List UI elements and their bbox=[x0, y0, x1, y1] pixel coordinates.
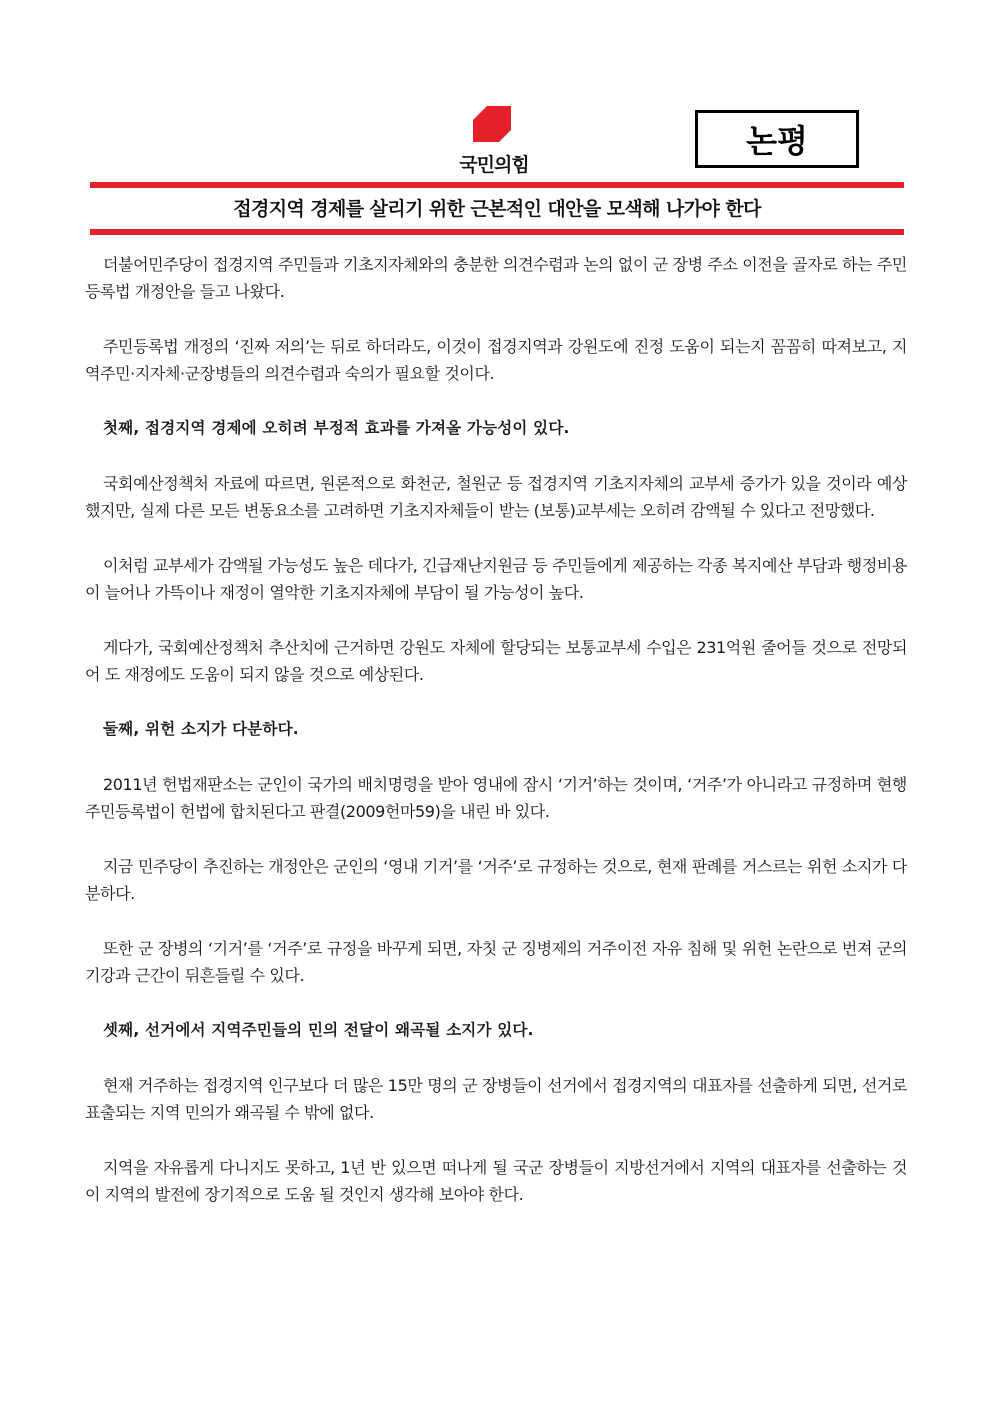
body-paragraph: 또한 군 장병의 ‘기거’를 ‘거주’로 규정을 바꾸게 되면, 자칫 군 징병제의 거주이전 자유 침해 및 위헌 논란으로 번져 군의 기강과 근간이 뒤흔들릴 수 있다. bbox=[85, 939, 907, 985]
body-paragraph: 국회예산정책처 자료에 따르면, 원론적으로 화천군, 철원군 등 접경지역 기초지자체의 교부세 증가가 있을 것이라 예상했지만, 실제 다른 모든 변동요소를 고려하면 기초지자체들이 받는 (보통)교부세는 오히려 감액될 수 있다고 전망했다. bbox=[85, 474, 907, 520]
party-logo-text: 국민의힘 bbox=[459, 154, 529, 176]
document-type-label: 논평 bbox=[695, 110, 859, 168]
document-header bbox=[0, 0, 992, 182]
section-heading: 첫째, 접경지역 경제에 오히려 부정적 효과를 가져올 가능성이 있다. bbox=[103, 419, 570, 437]
body-paragraph: 주민등록법 개정의 ‘진짜 저의’는 뒤로 하더라도, 이것이 접경지역과 강원도에 진정 도움이 되는지 꼼꼼히 따져보고, 지역주민·지자체·군장병들의 의견수렴과 숙의가 필요할 것이다. bbox=[85, 337, 907, 383]
party-logo-mark-icon bbox=[473, 106, 511, 142]
body-paragraph: 더불어민주당이 접경지역 주민들과 기초지자체와의 충분한 의견수렴과 논의 없이 군 장병 주소 이전을 골자로 하는 주민등록법 개정안을 들고 나왔다. bbox=[85, 255, 907, 301]
body-paragraph: 게다가, 국회예산정책처 추산치에 근거하면 강원도 자체에 할당되는 보통교부세 수입은 231억원 줄어들 것으로 전망되어 도 재정에도 도움이 되지 않을 것으로 예상된다. bbox=[85, 638, 907, 684]
headline-bottom-rule bbox=[90, 229, 904, 235]
headline-top-rule bbox=[90, 182, 904, 188]
party-logo bbox=[448, 106, 540, 178]
body-paragraph: 2011년 헌법재판소는 군인이 국가의 배치명령을 받아 영내에 잠시 ‘기거’하는 것이며, ‘거주’가 아니라고 규정하며 현행 주민등록법이 헌법에 합치된다고 판결(2009헌마59)을 내린 바 있다. bbox=[85, 775, 907, 821]
section-heading: 둘째, 위헌 소지가 다분하다. bbox=[103, 720, 299, 738]
body-paragraph: 지금 민주당이 추진하는 개정안은 군인의 ‘영내 기거’를 ‘거주’로 규정하는 것으로, 현재 판례를 거스르는 위헌 소지가 다분하다. bbox=[85, 857, 907, 903]
body-paragraph: 현재 거주하는 접경지역 인구보다 더 많은 15만 명의 군 장병들이 선거에서 접경지역의 대표자를 선출하게 되면, 선거로 표출되는 지역 민의가 왜곡될 수 밖에 없다. bbox=[85, 1076, 907, 1122]
section-heading: 셋째, 선거에서 지역주민들의 민의 전달이 왜곡될 소지가 있다. bbox=[103, 1021, 534, 1039]
body-paragraph: 지역을 자유롭게 다니지도 못하고, 1년 반 있으면 떠나게 될 국군 장병들이 지방선거에서 지역의 대표자를 선출하는 것이 지역의 발전에 장기적으로 도움 될 것인지 생각해 보아야 한다. bbox=[85, 1158, 907, 1204]
headline: 접경지역 경제를 살리기 위한 근본적인 대안을 모색해 나가야 한다 bbox=[233, 198, 761, 220]
body-paragraph: 이처럼 교부세가 감액될 가능성도 높은 데다가, 긴급재난지원금 등 주민들에게 제공하는 각종 복지예산 부담과 행정비용이 늘어나 가뜩이나 재정이 열악한 기초지자체에 부담이 될 가능성이 높다. bbox=[85, 556, 907, 602]
document-body bbox=[85, 251, 907, 1236]
